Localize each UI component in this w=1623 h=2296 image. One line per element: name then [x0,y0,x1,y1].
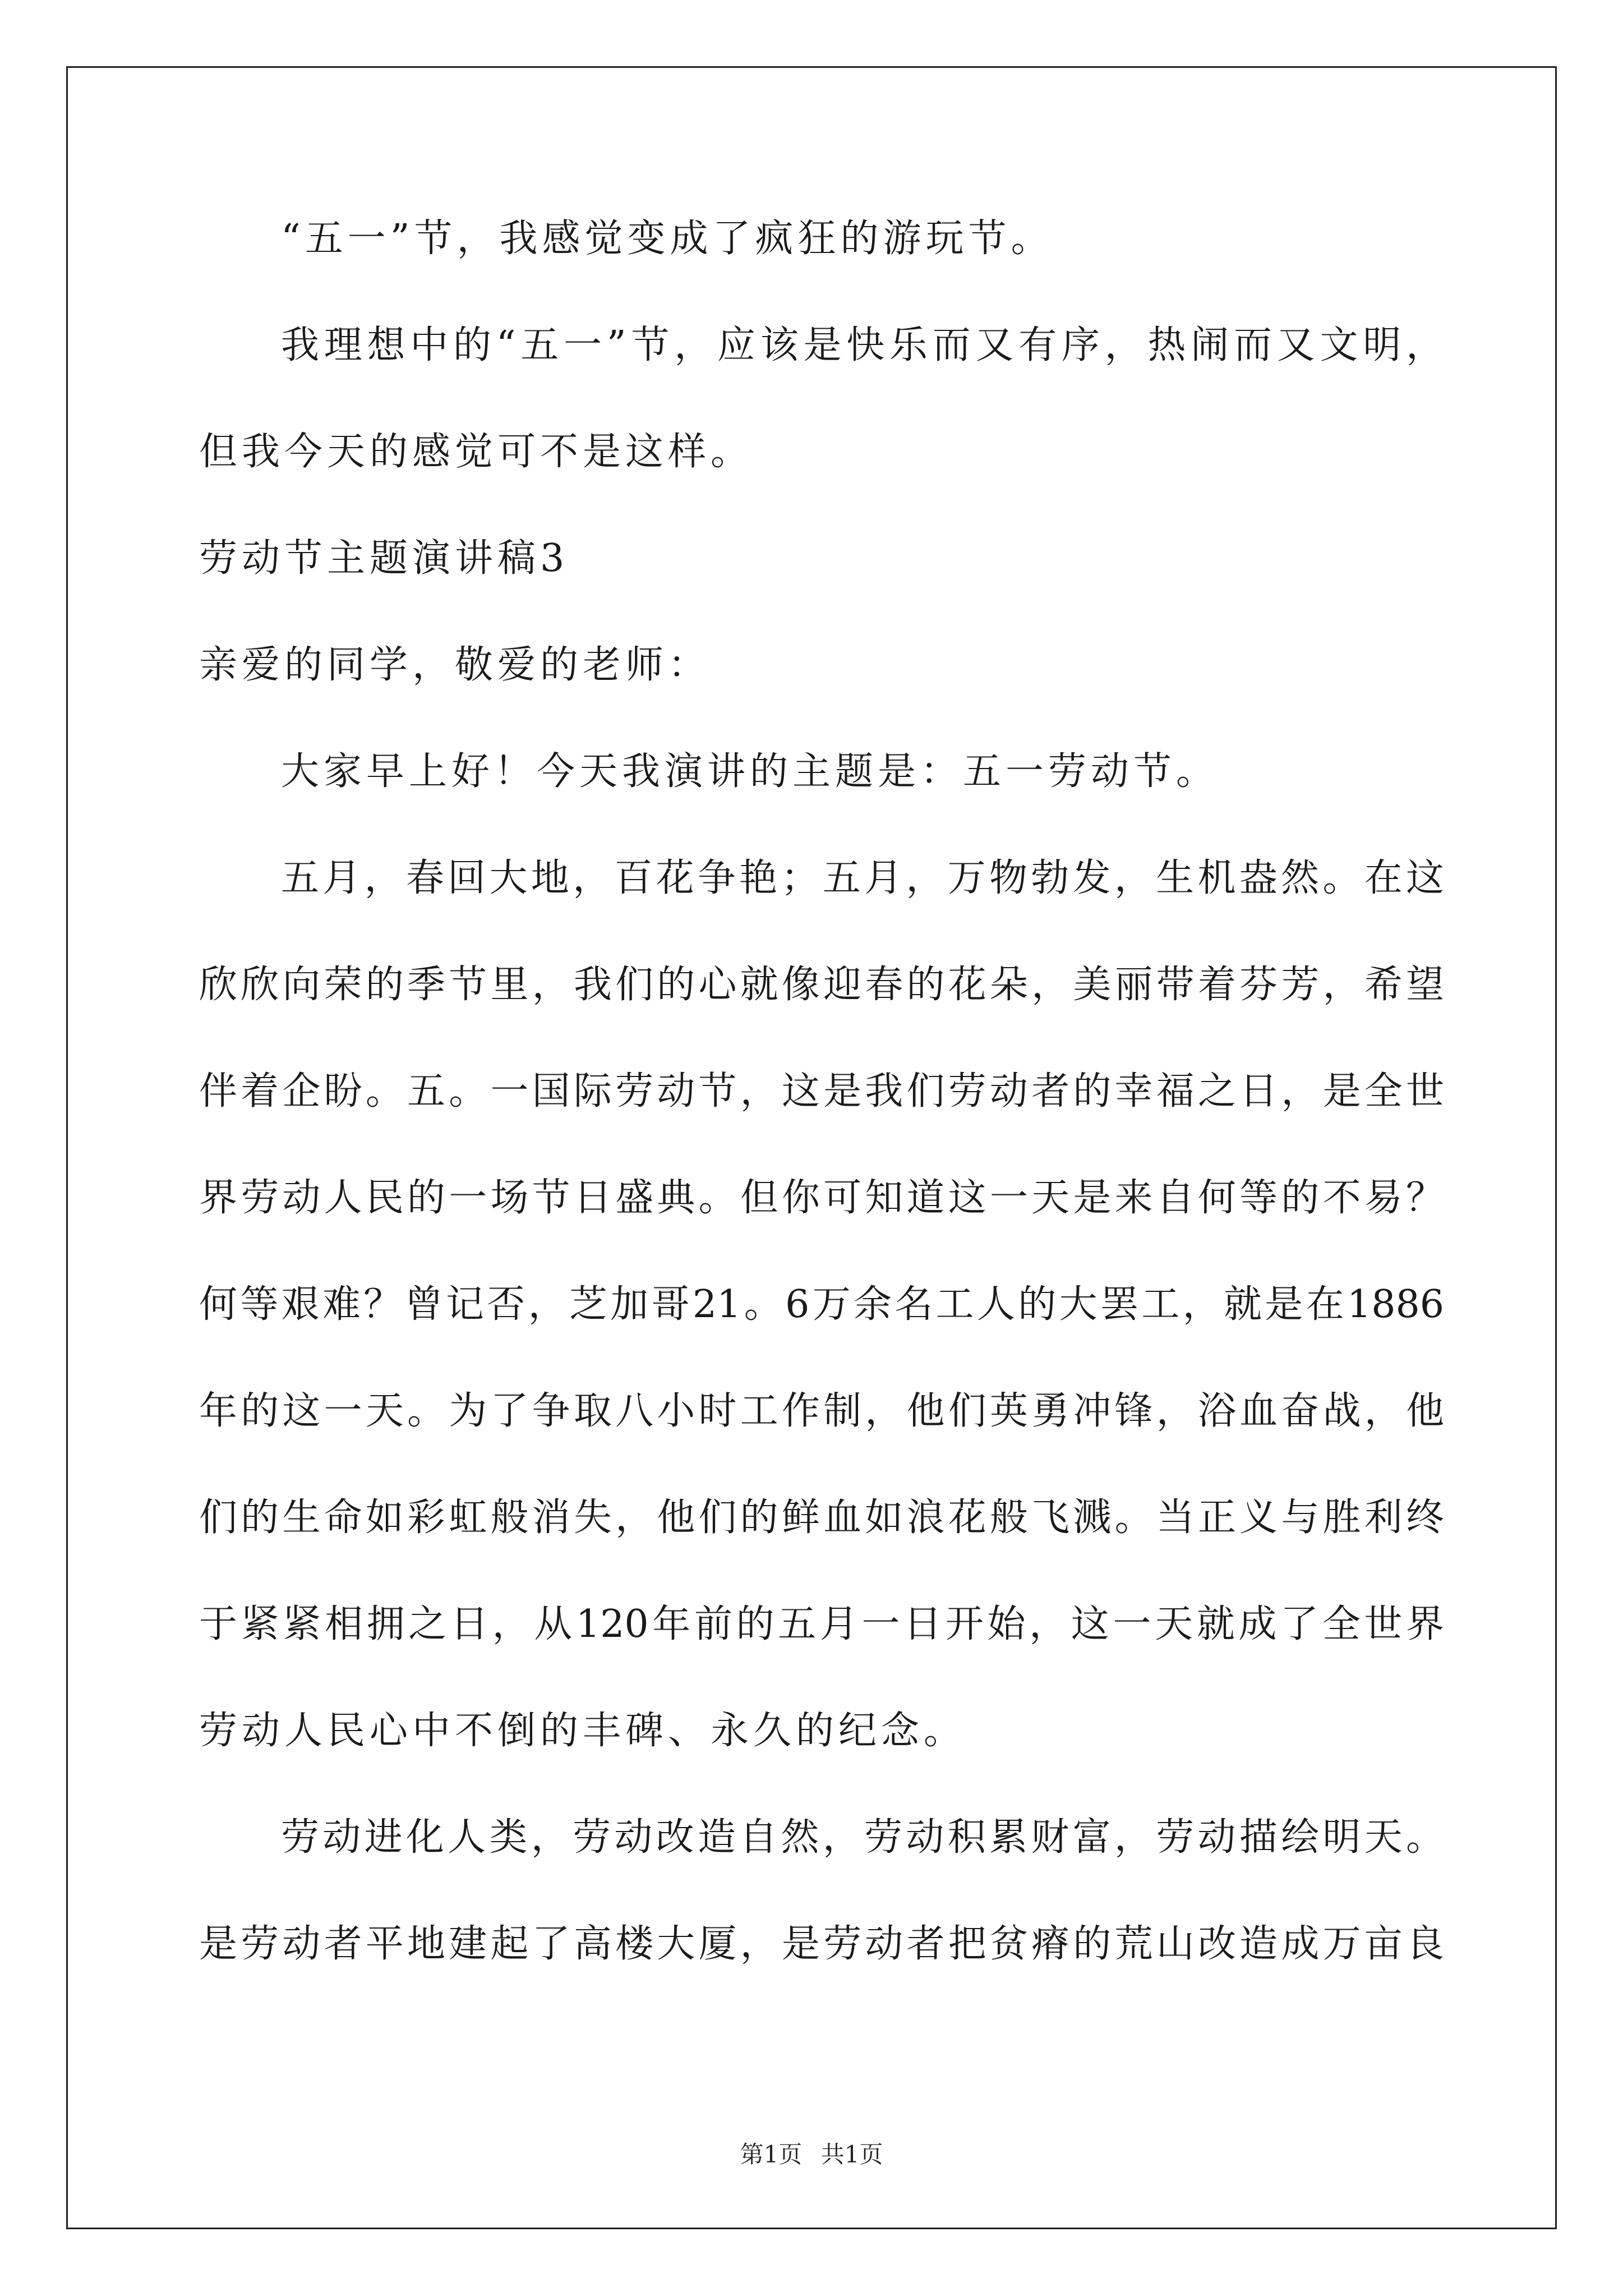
paragraph-line: 年的这一天。为了争取八小时工作制，他们英勇冲锋，浴血奋战，他 [199,1389,1444,1433]
paragraph-line: 们的生命如彩虹般消失，他们的鲜血如浪花般飞溅。当正义与胜利终 [199,1496,1444,1540]
paragraph-line: 五月，春回大地，百花争艳；五月，万物勃发，生机盎然。在这 [281,856,1444,900]
paragraph-line: 我理想中的“五一”节，应该是快乐而又有序，热闹而又文明， [281,323,1444,367]
paragraph-line: 是劳动者平地建起了高楼大厦，是劳动者把贫瘠的荒山改造成万亩良 [199,1922,1444,1966]
salutation: 亲爱的同学，敬爱的老师： [199,643,711,687]
paragraph-line: 劳动人民心中不倒的丰碑、永久的纪念。 [199,1709,967,1753]
paragraph-line: 劳动进化人类，劳动改造自然，劳动积累财富，劳动描绘明天。 [281,1815,1444,1860]
paragraph-line: 但我今天的感觉可不是这样。 [199,430,754,474]
paragraph-line: 大家早上好！今天我演讲的主题是：五一劳动节。 [281,749,1219,794]
paragraph-line: “五一”节，我感觉变成了疯狂的游玩节。 [281,217,1054,261]
paragraph-line: 界劳动人民的一场节日盛典。但你可知道这一天是来自何等的不易？ [199,1176,1444,1220]
page-footer [0,2136,1623,2170]
paragraph-line: 欣欣向荣的季节里，我们的心就像迎春的花朵，美丽带着芬芳，希望 [199,963,1444,1007]
page-total: 共1页 [820,2141,883,2168]
paragraph-line: 伴着企盼。五。一国际劳动节，这是我们劳动者的幸福之日，是全世 [199,1069,1444,1114]
paragraph-line: 于紧紧相拥之日，从120年前的五月一日开始，这一天就成了全世界 [199,1602,1444,1646]
page-number: 第1页 [740,2141,803,2168]
page-border [66,66,1557,2229]
section-heading: 劳动节主题演讲稿3 [199,536,569,581]
paragraph-line: 何等艰难？曾记否，芝加哥21。6万余名工人的大罢工，就是在1886 [199,1282,1444,1327]
